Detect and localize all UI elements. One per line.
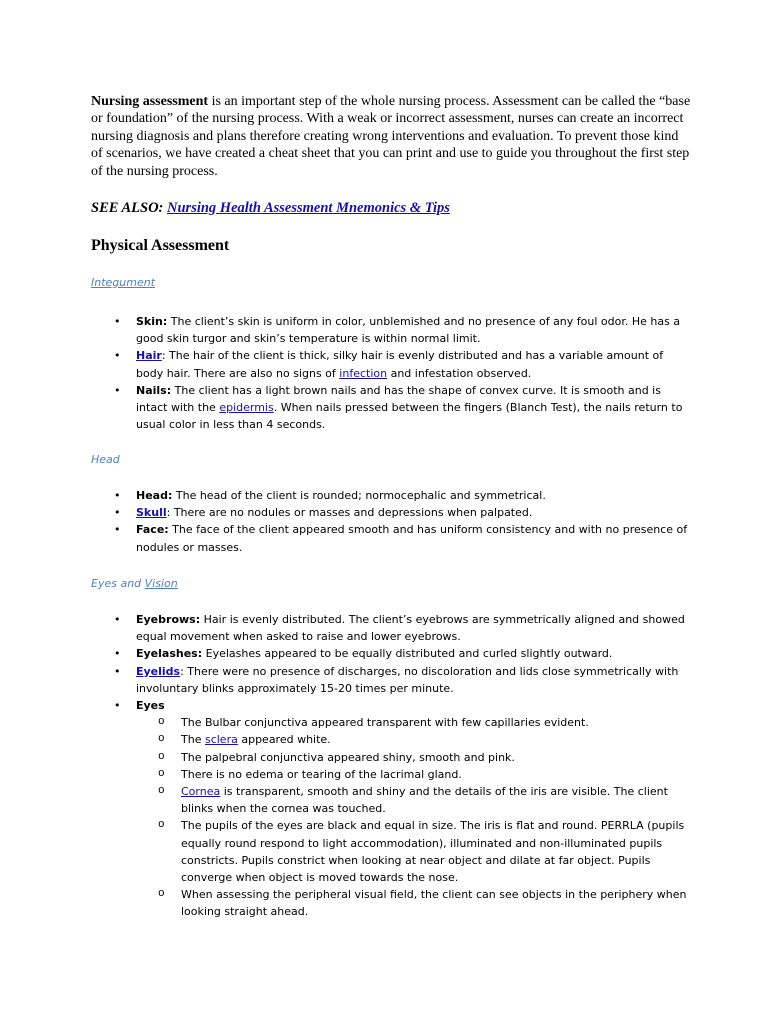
item-text: . When nails pressed between the fingers (Blanch Test), the nails return to usual color in less than 4 seconds. bbox=[136, 401, 683, 432]
see-also bbox=[91, 200, 450, 217]
item-text: and infestation observed. bbox=[387, 366, 532, 380]
list-item bbox=[112, 487, 692, 504]
intro-lead: Nursing assessment bbox=[91, 94, 209, 109]
hair-link[interactable]: Hair bbox=[136, 349, 162, 363]
list-item bbox=[112, 611, 692, 645]
sublist-item: o The Bulbar conjunctiva appeared transparent with few capillaries evident. bbox=[158, 714, 692, 731]
list-item bbox=[112, 645, 692, 662]
section-heading: Physical Assessment bbox=[91, 237, 230, 254]
eyes-sublist bbox=[158, 714, 692, 920]
item-text: The client has a light brown nails and has the shape of convex curve. It is smooth and is intact with the bbox=[136, 383, 661, 415]
list-item bbox=[112, 504, 692, 521]
list-item bbox=[112, 313, 692, 347]
sclera-link[interactable]: sclera bbox=[204, 733, 238, 747]
list-item bbox=[112, 663, 692, 697]
eyelids-link[interactable]: Eyelids bbox=[136, 664, 181, 678]
integument-link[interactable]: Integument bbox=[91, 276, 156, 289]
intro-paragraph bbox=[91, 93, 691, 180]
item-label: Nails: bbox=[136, 383, 172, 397]
item-text: is transparent, smooth and shiny and the details of the iris are visible. The client blinks when the cornea was touched. bbox=[181, 785, 668, 816]
list-item bbox=[112, 347, 692, 381]
infection-link[interactable]: infection bbox=[339, 366, 388, 380]
cornea-link[interactable]: Cornea bbox=[181, 785, 221, 799]
item-label: Skin: bbox=[136, 315, 168, 328]
subheading-head: Head bbox=[91, 453, 120, 466]
skull-link[interactable]: Skull bbox=[136, 506, 167, 520]
item-text: The head of the client is rounded; normocephalic and symmetrical. bbox=[172, 489, 546, 502]
item-label: Head: bbox=[136, 489, 173, 502]
item-text: : There were no presence of discharges, no discoloration and lids close symmetrically with involuntary blinks approximately 15-20 times per minute. bbox=[136, 664, 679, 695]
item-text: Eyelashes appeared to be equally distributed and curled slightly outward. bbox=[202, 647, 613, 661]
item-label: Eyelashes: bbox=[136, 647, 203, 661]
vision-link[interactable]: Vision bbox=[144, 577, 178, 590]
list-item bbox=[112, 521, 692, 555]
see-also-link[interactable]: Nursing Health Assessment Mnemonics & Tips bbox=[167, 200, 450, 216]
subheading-eyes bbox=[91, 577, 178, 590]
item-text: appeared white. bbox=[237, 733, 331, 747]
eyes-list bbox=[112, 611, 692, 921]
sublist-item bbox=[158, 731, 692, 748]
sublist-item bbox=[158, 783, 692, 817]
see-also-label: SEE ALSO: bbox=[91, 200, 168, 216]
subheading-text: Eyes and bbox=[91, 577, 145, 590]
item-label: Eyebrows: bbox=[136, 613, 201, 626]
epidermis-link[interactable]: epidermis bbox=[219, 401, 274, 415]
intro-text: is an important step of the whole nursing process. Assessment can be called the “base or foundation” of the nursing process. With a weak or incorrect assessment, nurses can create an incorrect nursing diagnosis and plans therefore creating wrong interventions and evaluation. To prevent those kind of scenarios, we have created a cheat sheet that you can print and use to guide you throughout the first step of the nursing process. bbox=[91, 94, 691, 179]
item-text: : There are no nodules or masses and depressions when palpated. bbox=[166, 506, 533, 520]
integument-list bbox=[112, 313, 692, 433]
head-list bbox=[112, 487, 692, 556]
item-text: Hair is evenly distributed. The client’s eyebrows are symmetrically aligned and showed equal movement when asked to raise and lower eyebrows. bbox=[136, 613, 685, 644]
item-label: Face: bbox=[136, 523, 169, 537]
list-item bbox=[112, 382, 692, 434]
sublist-item: o The pupils of the eyes are black and equal in size. The iris is flat and round. PERRLA (pupils equally round respond to light accommodation), illuminated and non-illuminated pupils constricts. Pupils constrict when looking at near object and dilate at far object. Pupils converge when object is moved towards the nose. bbox=[158, 817, 692, 886]
item-text: The face of the client appeared smooth and has uniform consistency and with no presence of nodules or masses. bbox=[136, 523, 688, 554]
sublist-item: o There is no edema or tearing of the lacrimal gland. bbox=[158, 766, 692, 783]
item-text: The bbox=[181, 733, 205, 747]
item-text: : The hair of the client is thick, silky hair is evenly distributed and has a variable amount of body hair. There are also no signs of bbox=[136, 349, 664, 380]
sublist-item: o The palpebral conjunctiva appeared shiny, smooth and pink. bbox=[158, 749, 692, 766]
item-label: Eyes bbox=[136, 699, 165, 713]
item-text: The client’s skin is uniform in color, unblemished and no presence of any foul odor. He has a good skin turgor and skin’s temperature is within normal limit. bbox=[136, 315, 681, 346]
list-item bbox=[112, 697, 692, 921]
subheading-integument bbox=[91, 276, 155, 289]
sublist-item: o When assessing the peripheral visual field, the client can see objects in the periphery when looking straight ahead. bbox=[158, 886, 692, 920]
